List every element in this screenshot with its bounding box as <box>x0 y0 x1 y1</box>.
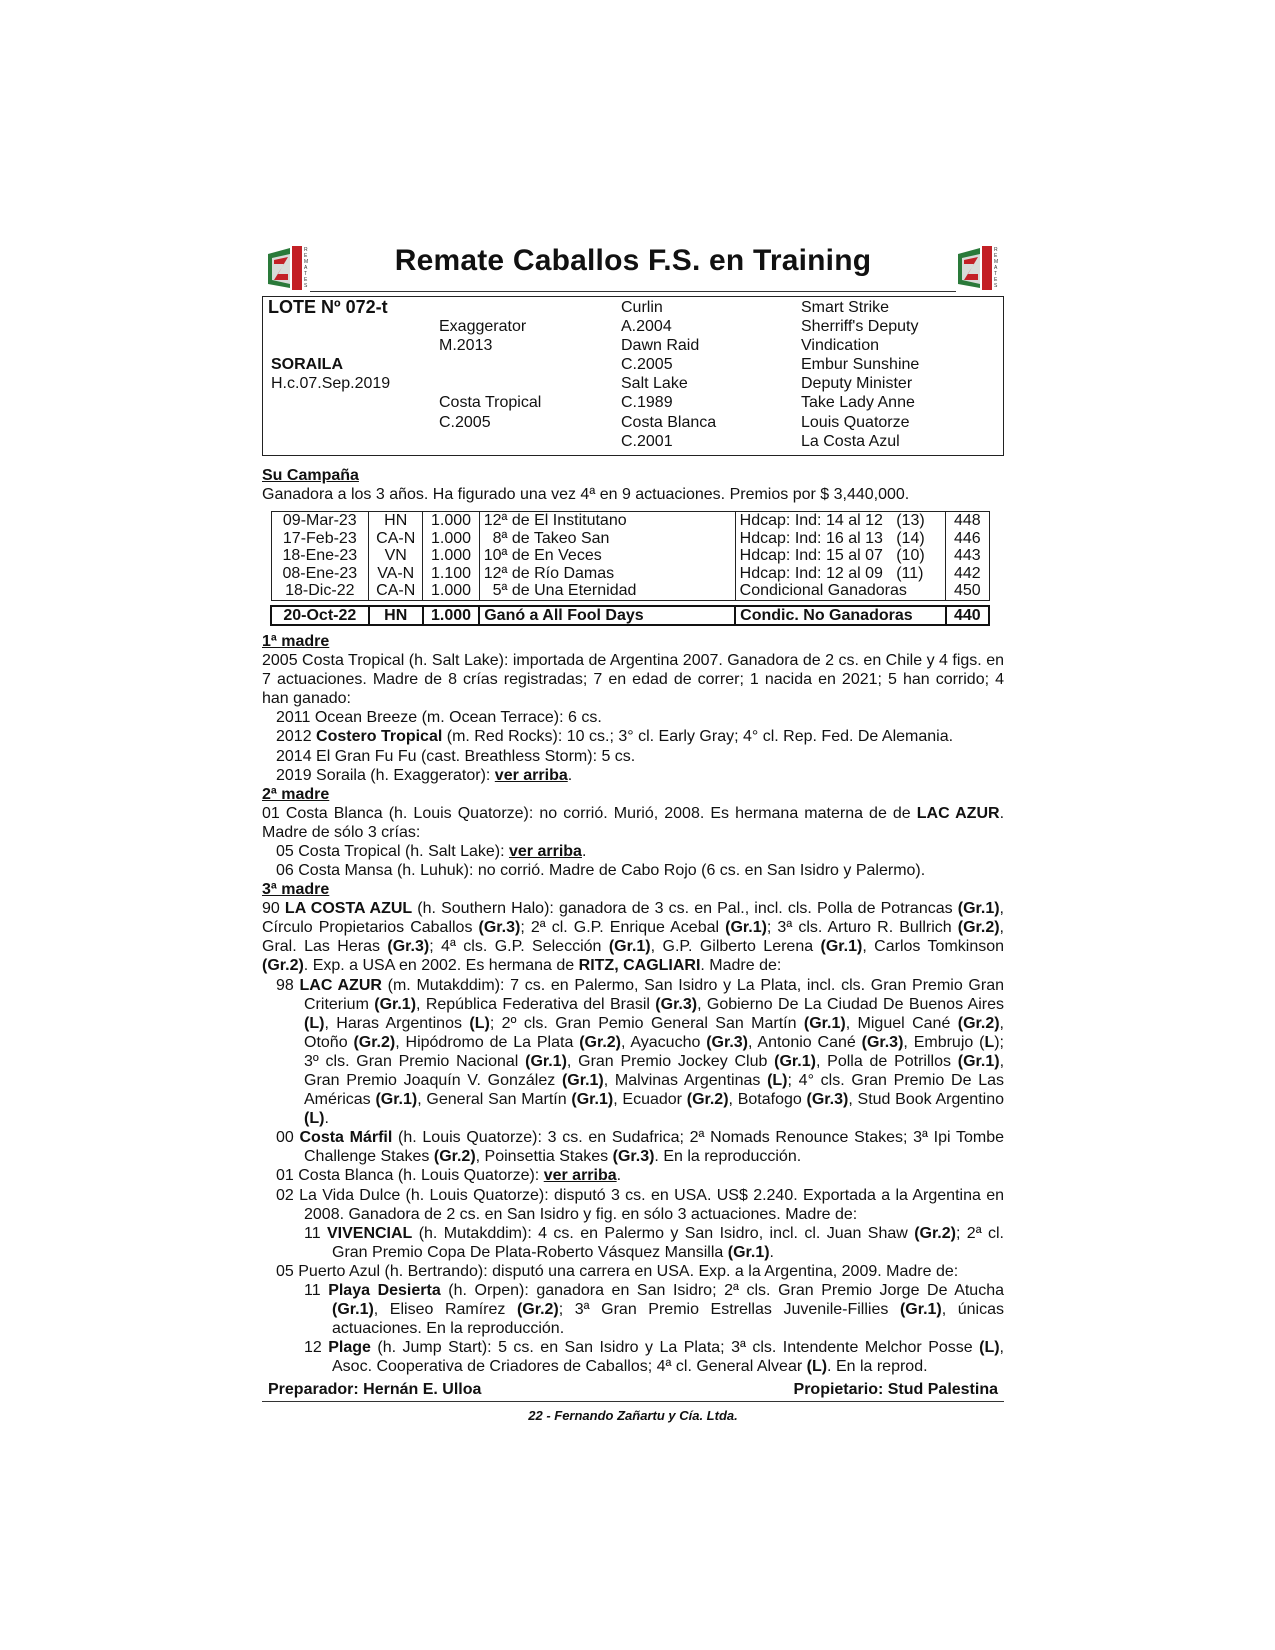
text-segment: 11 <box>304 1282 329 1299</box>
offspring-line: 05 Puerto Azul (h. Bertrando): disputó una carrera en USA. Exp. a la Argentina, 2009. Madre de: <box>276 1262 959 1280</box>
text-segment: , Poinsettia Stakes <box>475 1148 613 1166</box>
bold-text: (Gr.3) <box>655 995 698 1013</box>
table-row <box>271 565 989 583</box>
text-segment: , General San Martín <box>417 1091 572 1109</box>
text-segment: , Malvinas Argentinas <box>603 1071 768 1089</box>
bold-text: (Gr.1) <box>608 938 651 956</box>
bold-text: (Gr.3) <box>706 1033 749 1051</box>
bold-text: VIVENCIAL <box>326 1224 413 1242</box>
madre1-section <box>262 632 1004 785</box>
race-date: 18-Dic-22 <box>271 582 369 600</box>
race-result: 8ª de Takeo San <box>479 530 735 548</box>
text-segment: , Hipódromo de La Plata <box>395 1033 580 1051</box>
text-segment: , Gral. Las Heras <box>262 919 1004 956</box>
races-table <box>270 511 990 626</box>
race-condition: Hdcap: Ind: 14 al 12 (13) <box>735 512 945 530</box>
svg-text:M: M <box>304 259 309 265</box>
bold-text: (Gr.3) <box>478 919 521 937</box>
race-distance: 1.000 <box>423 547 479 565</box>
table-row <box>271 582 989 600</box>
title-rule <box>310 291 956 292</box>
race-date: 09-Mar-23 <box>271 512 369 530</box>
horse-name: SORAILA <box>271 356 343 374</box>
pedigree-cell: Sherriff's Deputy <box>801 318 919 336</box>
race-distance: 1.000 <box>423 606 479 626</box>
race-date: 08-Ene-23 <box>271 565 369 583</box>
text-segment: , Gobierno De La Ciudad De Buenos Aires <box>697 995 1004 1013</box>
text-segment: 12 <box>304 1339 329 1357</box>
bold-text: (Gr.1) <box>525 1052 567 1070</box>
ver-arriba-link: ver arriba <box>543 1167 617 1185</box>
race-track: VA-N <box>369 565 423 583</box>
text-segment: . <box>324 1110 329 1128</box>
bold-text: (Gr.1) <box>725 919 767 937</box>
text-segment: ); 3º cls. Gran Premio Nacional <box>304 1033 1004 1070</box>
text-segment: ; 3ª Gran Premio Estrellas Juvenile-Fillies <box>558 1301 900 1319</box>
text-segment: , Asoc. Cooperativa de Criadores de Caballos; 4ª cl. General Alvear <box>332 1339 1004 1376</box>
bold-text: (L) <box>806 1358 828 1376</box>
offspring-line: 05 Costa Tropical (h. Salt Lake): ver arriba. <box>276 842 587 860</box>
offspring-line <box>262 1224 1004 1262</box>
race-date: 18-Ene-23 <box>271 547 369 565</box>
text-segment: , Carlos Tomkinson <box>862 938 1005 956</box>
race-result: 5ª de Una Eternidad <box>479 582 735 600</box>
offspring-line <box>262 1281 1004 1338</box>
offspring-line <box>262 976 1004 1129</box>
bold-text: (Gr.2) <box>579 1033 621 1051</box>
text-segment: , Embrujo ( <box>903 1033 985 1051</box>
bold-text: (Gr.3) <box>387 938 430 956</box>
bold-text: (Gr.1) <box>899 1301 942 1319</box>
race-result: Ganó a All Fool Days <box>479 606 735 626</box>
pedigree-cell: C.2005 <box>621 356 673 374</box>
text-segment: , Botafogo <box>728 1091 807 1109</box>
pedigree-cell: C.2001 <box>621 432 673 450</box>
race-result: 12ª de El Institutano <box>479 512 735 530</box>
bold-text: (Gr.2) <box>957 919 1000 937</box>
dam-year: C.2005 <box>439 413 491 431</box>
pedigree-box <box>262 296 1004 456</box>
campaign-section <box>262 466 1004 626</box>
bold-text: (Gr.1) <box>375 1091 418 1109</box>
text-segment: , Stud Book Argentino <box>848 1091 1005 1109</box>
text-segment: . <box>769 1243 774 1261</box>
bold-text: RITZ, CAGLIARI <box>578 957 701 975</box>
race-condition: Condicional Ganadoras <box>735 582 945 600</box>
bold-text: (Gr.1) <box>561 1071 604 1089</box>
text-segment: 98 <box>276 976 300 994</box>
svg-text:A: A <box>304 265 308 271</box>
text-segment: , Haras Argentinos <box>324 1014 470 1032</box>
race-track: CA-N <box>369 582 423 600</box>
bold-text: Costa Márfil <box>299 1129 393 1147</box>
campaign-summary: Ganadora a los 3 años. Ha figurado una vez 4ª en 9 actuaciones. Premios por $ 3,440,000. <box>262 486 910 503</box>
text-segment: ; 4° cls. Gran Premio De Las Américas <box>304 1071 1004 1109</box>
svg-text:S: S <box>994 283 998 289</box>
text-segment: ; 2ª cl. Gran Premio Copa De Plata-Roberto Vásquez Mansilla <box>332 1224 1004 1261</box>
svg-text:A: A <box>994 265 998 271</box>
text-segment: , únicas actuaciones. En la reproducción. <box>332 1301 1005 1338</box>
text-segment: . En la reprod. <box>827 1358 928 1376</box>
text-segment: . En la reproducción. <box>654 1148 802 1166</box>
bold-text: LA COSTA AZUL <box>284 900 413 918</box>
text-segment: ; 2ª cl. G.P. Enrique Acebal <box>520 919 726 937</box>
page-number: 22 - Fernando Zañartu y Cía. Ltda. <box>528 1408 738 1424</box>
race-result: 12ª de Río Damas <box>479 565 735 583</box>
text-segment: , Otoño <box>304 1014 1004 1051</box>
offspring-line <box>262 1338 1004 1376</box>
table-row <box>271 512 989 530</box>
remates-logo-icon <box>262 244 314 292</box>
text-segment: , Gran Premio Jockey Club <box>566 1052 775 1070</box>
race-weight: 440 <box>946 606 989 626</box>
race-track: CA-N <box>369 530 423 548</box>
pedigree-cell: Salt Lake <box>621 375 688 393</box>
bold-text: (Gr.2) <box>686 1091 729 1109</box>
text-segment: , G.P. Gilberto Lerena <box>650 938 821 956</box>
text-segment: , Eliseo Ramírez <box>373 1301 517 1319</box>
bold-text: (Gr.1) <box>374 995 417 1013</box>
madre3-section <box>262 880 1004 1376</box>
bold-text: (Gr.1) <box>571 1091 614 1109</box>
pedigree-cell: Embur Sunshine <box>801 356 920 374</box>
race-weight: 442 <box>946 565 989 583</box>
bold-text: (Gr.2) <box>353 1033 396 1051</box>
pedigree-cell: A.2004 <box>621 318 672 336</box>
bold-text: (Gr.2) <box>433 1148 476 1166</box>
footer-rule <box>262 1401 1004 1402</box>
text-segment: 11 <box>304 1224 327 1242</box>
race-distance: 1.000 <box>423 512 479 530</box>
text-segment: , Gran Premio Joaquín V. González <box>304 1052 1005 1089</box>
race-distance: 1.000 <box>423 530 479 548</box>
madre1-intro: 2005 Costa Tropical (h. Salt Lake): importada de Argentina 2007. Ganadora de 2 cs. en Chile y 4 figs. en 7 actuaciones. Madre de 8 crías registradas; 7 en edad de correr; 1 nacida en 2021; 5 han corrido; 4 han ganado: <box>262 652 1004 708</box>
pedigree-cell: Take Lady Anne <box>801 394 915 412</box>
text-segment: , República Federativa del Brasil <box>416 995 656 1013</box>
text-segment: . Madre de: <box>700 957 782 975</box>
pedigree-cell: C.1989 <box>621 394 673 412</box>
race-date: 20-Oct-22 <box>271 606 369 626</box>
race-weight: 446 <box>946 530 989 548</box>
race-track: VN <box>369 547 423 565</box>
bold-text: (Gr.1) <box>957 900 1000 918</box>
lote-number: LOTE Nº 072-t <box>268 297 388 317</box>
text-segment: , Ecuador <box>613 1091 687 1109</box>
svg-text:M: M <box>994 259 999 265</box>
pedigree-cell: Curlin <box>621 299 663 316</box>
ver-arriba-link: ver arriba <box>509 842 582 860</box>
text-segment: (h. Jump Start): 5 cs. en San Isidro y La Plata; 3ª cls. Intendente Melchor Posse <box>370 1339 980 1357</box>
bold-text: (L) <box>304 1110 325 1128</box>
offspring-line: 2019 Soraila (h. Exaggerator): ver arriba. <box>276 766 573 784</box>
win-row <box>271 606 989 626</box>
race-distance: 1.000 <box>423 582 479 600</box>
sire-year: M.2013 <box>439 337 493 355</box>
bold-text: (Gr.1) <box>332 1301 374 1319</box>
ver-arriba-link: ver arriba <box>494 766 568 784</box>
bold-text: (Gr.2) <box>914 1224 956 1242</box>
text-segment: ; 2º cls. Gran Pemio General San Martín <box>489 1014 804 1032</box>
offspring-line: 2014 El Gran Fu Fu (cast. Breathless Storm): 5 cs. <box>276 747 636 765</box>
bold-text: (Gr.1) <box>803 1014 846 1032</box>
svg-text:E: E <box>304 253 308 259</box>
madre2-title: 2ª madre <box>262 785 330 803</box>
pedigree-cell: Louis Quatorze <box>801 413 910 431</box>
pedigree-cell: La Costa Azul <box>801 432 900 450</box>
bold-text: LAC AZUR <box>299 976 382 994</box>
pedigree-cell: Deputy Minister <box>801 375 913 393</box>
svg-text:E: E <box>994 253 998 259</box>
madre2-section <box>262 785 1004 880</box>
svg-text:R: R <box>304 247 308 253</box>
text-segment: ; 3ª cls. Arturo R. Bullrich <box>766 919 958 937</box>
bold-text: (Gr.2) <box>957 1014 1000 1032</box>
race-distance: 1.100 <box>423 565 479 583</box>
bold-text: (Gr.1) <box>820 938 863 956</box>
offspring-line: 2012 Costero Tropical (m. Red Rocks): 10 cs.; 3° cl. Early Gray; 4° cl. Rep. Fed. De Alemania. <box>276 728 954 746</box>
offspring-line: 06 Costa Mansa (h. Luhuk): no corrió. Madre de Cabo Rojo (6 cs. en San Isidro y Palermo). <box>276 862 926 880</box>
dam-name: Costa Tropical <box>439 394 542 412</box>
propietario: Propietario: Stud Palestina <box>793 1381 998 1399</box>
text-segment: , Polla de Potrillos <box>815 1052 958 1070</box>
race-result: 10ª de En Veces <box>479 547 735 565</box>
svg-text:R: R <box>994 247 998 253</box>
table-row <box>271 530 989 548</box>
text-segment: (h. Louis Quatorze): 3 cs. en Sudafrica; 2ª Nomads Renounce Stakes; 3ª Ipi Tombe Challenge Stakes <box>304 1129 1004 1166</box>
madre2-intro: 01 Costa Blanca (h. Louis Quatorze): no corrió. Murió, 2008. Es hermana materna de de LAC AZUR. Madre de sólo 3 crías: <box>262 804 1005 841</box>
race-condition: Hdcap: Ind: 12 al 09 (11) <box>735 565 945 583</box>
bold-text: (Gr.1) <box>774 1052 816 1070</box>
bold-text: L <box>984 1033 995 1051</box>
bold-text: Plage <box>328 1339 371 1357</box>
pedigree-cell: Smart Strike <box>801 299 890 316</box>
bold-text: (Gr.3) <box>806 1091 849 1109</box>
bold-text: (Gr.1) <box>727 1243 770 1261</box>
svg-text:E: E <box>304 277 308 283</box>
bold-text: (Gr.3) <box>861 1033 904 1051</box>
race-weight: 448 <box>946 512 989 530</box>
bold-text: (L) <box>767 1071 788 1089</box>
horse-birth: H.c.07.Sep.2019 <box>271 375 391 393</box>
text-segment: , Ayacucho <box>621 1033 707 1051</box>
race-condition: Hdcap: Ind: 15 al 07 (10) <box>735 547 945 565</box>
text-segment: (m. Mutakddim): 7 cs. en Palermo, San Isidro y La Plata, incl. cls. Gran Premio Gran Criterium <box>304 976 1004 1013</box>
text-segment: , Círculo Propietarios Caballos <box>262 900 1004 937</box>
pedigree-cell: Dawn Raid <box>621 337 700 355</box>
text-segment: (h. Orpen): ganadora en San Isidro; 2ª cls. Gran Premio Jorge De Atucha <box>440 1282 1005 1299</box>
bold-text: (Gr.1) <box>957 1052 1000 1070</box>
remates-logo-icon <box>952 244 1004 292</box>
race-track: HN <box>369 512 423 530</box>
offspring-line: 02 La Vida Dulce (h. Louis Quatorze): disputó 3 cs. en USA. US$ 2.240. Exportada a la Argentina en 2008. Ganadora de 2 cs. en San Isidro y fig. en sólo 3 actuaciones. Madre de: <box>276 1186 1004 1223</box>
footer-credits <box>262 1380 1004 1399</box>
campaign-title: Su Campaña <box>262 467 359 484</box>
bold-text: (L) <box>304 1014 325 1032</box>
table-row <box>271 547 989 565</box>
pedigree-cell: Costa Blanca <box>621 413 717 431</box>
race-weight: 443 <box>946 547 989 565</box>
text-segment: (h. Southern Halo): ganadora de 3 cs. en Pal., incl. cls. Polla de Potrancas <box>412 900 958 918</box>
page-title: Remate Caballos F.S. en Training <box>394 244 872 277</box>
madre3-intro <box>262 899 1004 975</box>
svg-text:T: T <box>994 271 998 277</box>
text-segment: 00 <box>276 1129 300 1147</box>
text-segment: . Exp. a USA en 2002. Es hermana de <box>303 957 579 975</box>
svg-text:S: S <box>304 283 308 289</box>
bold-text: (Gr.2) <box>516 1301 559 1319</box>
pedigree-cell: Vindication <box>801 337 879 355</box>
svg-text:T: T <box>304 271 308 277</box>
sire-name: Exaggerator <box>439 318 527 336</box>
offspring-line: 2011 Ocean Breeze (m. Ocean Terrace): 6 cs. <box>276 709 602 727</box>
text-segment: 90 <box>262 900 285 918</box>
race-date: 17-Feb-23 <box>271 530 369 548</box>
bold-text: (L) <box>979 1339 1000 1357</box>
race-weight: 450 <box>946 582 989 600</box>
text-segment: ; 4ª cls. G.P. Selección <box>429 938 609 956</box>
header <box>262 240 1004 296</box>
svg-text:E: E <box>994 277 998 283</box>
text-segment: , Antonio Cané <box>748 1033 862 1051</box>
text-segment: (h. Mutakddim): 4 cs. en Palermo y San Isidro, incl. cl. Juan Shaw <box>412 1224 915 1242</box>
offspring-line: 01 Costa Blanca (h. Louis Quatorze): ver arriba. <box>276 1167 622 1185</box>
bold-text: (Gr.3) <box>612 1148 655 1166</box>
race-track: HN <box>369 606 423 626</box>
bold-text: (Gr.2) <box>262 957 304 975</box>
madre1-title: 1ª madre <box>262 633 330 651</box>
text-segment: , Miguel Cané <box>845 1014 958 1032</box>
race-condition: Hdcap: Ind: 16 al 13 (14) <box>735 530 945 548</box>
offspring-line <box>262 1128 1004 1166</box>
bold-text: (L) <box>469 1014 490 1032</box>
bold-text: Playa Desierta <box>328 1282 441 1299</box>
document-page <box>262 240 1004 1423</box>
madre3-title: 3ª madre <box>262 881 330 899</box>
race-condition: Condic. No Ganadoras <box>735 606 945 626</box>
preparador: Preparador: Hernán E. Ulloa <box>268 1381 482 1399</box>
